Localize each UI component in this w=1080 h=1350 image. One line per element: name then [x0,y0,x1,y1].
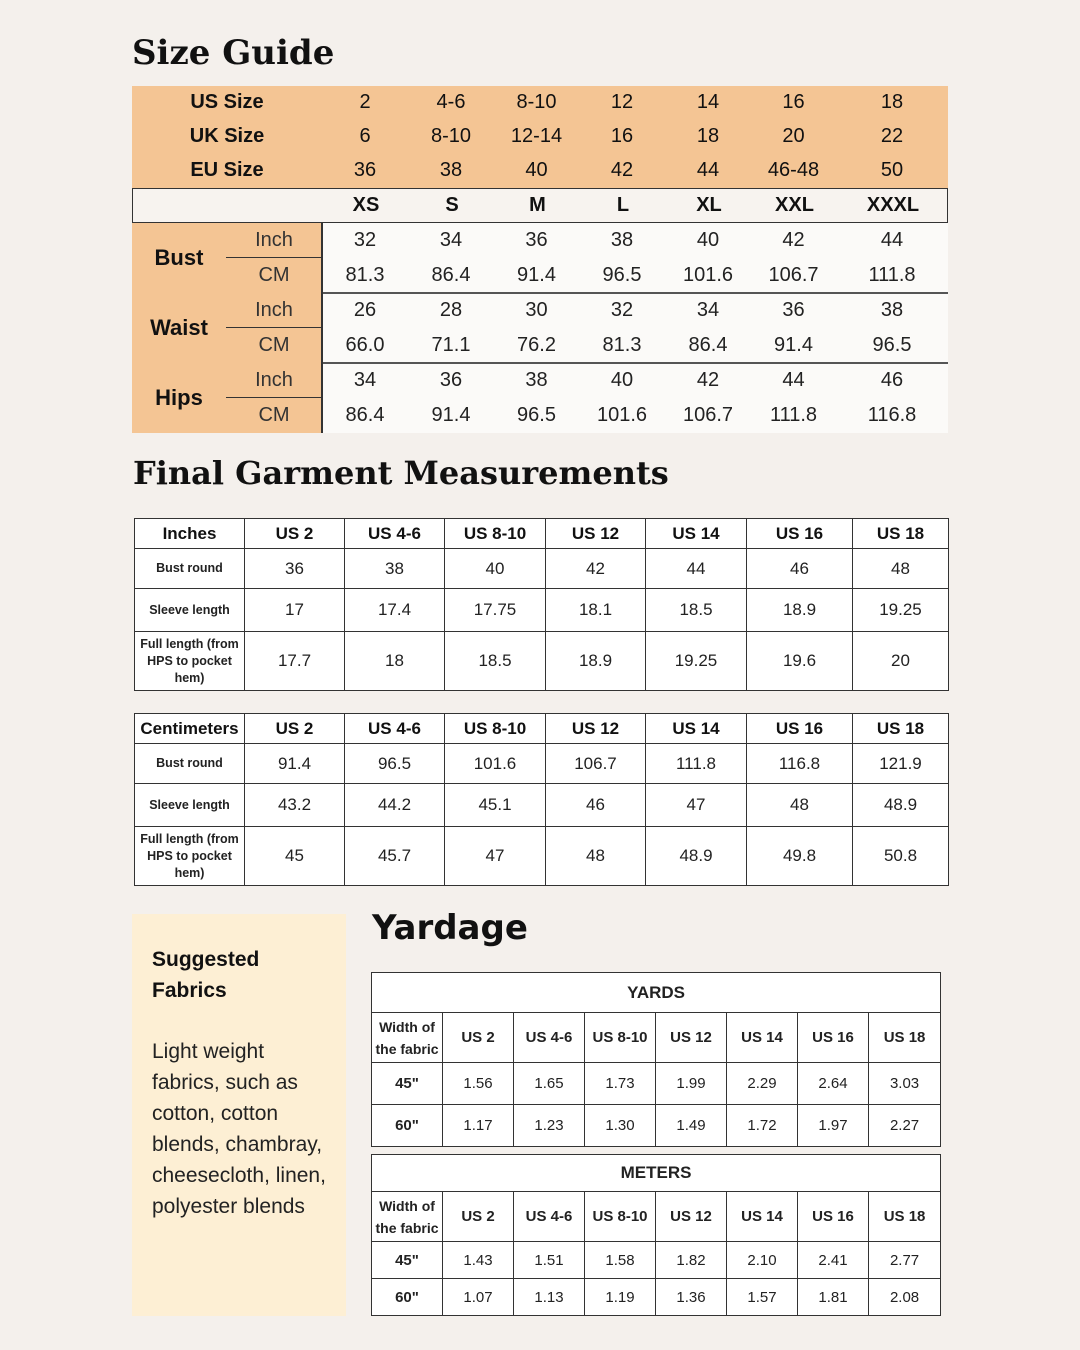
value-cell: 43.2 [245,784,345,827]
row-label: 45" [372,1242,443,1279]
value-cell: 34 [353,369,377,391]
value-cell: 81.3 [602,334,642,356]
value-cell: 36 [525,229,548,251]
header-cell: US 16 [798,1192,869,1242]
table-title-row [372,1155,941,1192]
value-cell: 42 [782,229,805,251]
value-cell: 18 [345,632,445,691]
value-cell: 1.65 [514,1063,585,1105]
row-label: Sleeve length [135,784,245,827]
header-cell: US 4-6 [345,519,445,549]
value-cell: 86.4 [345,404,385,426]
header-cell: US 12 [656,1013,727,1063]
value-cell: 45 [245,827,345,886]
size-cell: 8-10 [430,125,472,147]
value-cell: 45.1 [445,784,546,827]
value-cell: 1.07 [443,1279,514,1316]
row-label: 60" [372,1279,443,1316]
header-cell: US 8-10 [445,714,546,744]
value-cell: 1.17 [443,1105,514,1147]
uk-size-row [132,120,948,154]
fabrics-description: Light weight fabrics, such as cotton, cotton blends, chambray, cheesecloth, linen, polyester blends [152,1040,326,1218]
eu-size-row [132,154,948,188]
unit-label: CM [258,404,290,426]
inches-table [134,518,949,691]
letter-size: XS [352,194,380,216]
value-cell: 30 [525,299,548,321]
header-cell: US 16 [798,1013,869,1063]
value-cell: 101.6 [682,264,734,286]
row-label: Sleeve length [135,589,245,632]
size-cell: 40 [525,159,548,181]
centimeters-table [134,713,949,886]
header-cell: US 18 [853,519,949,549]
header-cell: Inches [135,519,245,549]
table-row [135,589,949,632]
value-cell: 34 [696,299,720,321]
value-cell: 18.9 [747,589,853,632]
table-header-row [372,1192,941,1242]
value-cell: 116.8 [867,404,917,426]
value-cell: 45.7 [345,827,445,886]
value-cell: 1.43 [443,1242,514,1279]
value-cell: 111.8 [868,264,916,286]
size-guide-title: Size Guide [132,33,335,73]
value-cell: 1.82 [656,1242,727,1279]
header-cell: US 4-6 [514,1192,585,1242]
header-cell: US 14 [646,519,747,549]
size-cell: 4-6 [436,91,466,113]
size-cell: 18 [880,91,904,113]
table-row [135,549,949,589]
header-cell: US 8-10 [585,1013,656,1063]
value-cell: 86.4 [431,264,471,286]
value-cell: 96.5 [872,334,912,356]
value-cell: 1.23 [514,1105,585,1147]
row-label: 45" [372,1063,443,1105]
header-cell: US 12 [546,519,646,549]
letter-size: XXXL [866,194,920,216]
size-cell: 50 [880,159,904,181]
size-cell: 42 [610,159,634,181]
header-cell: US 14 [727,1013,798,1063]
waist-group [132,293,948,363]
value-cell: 34 [439,229,463,251]
table-row [372,1063,941,1105]
table-title-row [372,973,941,1013]
size-cell: 12-14 [510,125,563,147]
header-cell: Width of the fabric [372,1192,443,1242]
header-cell: US 8-10 [445,519,546,549]
suggested-fabrics-card [132,914,346,1316]
size-cell: 22 [880,125,904,147]
size-cell: 16 [610,125,634,147]
value-cell: 49.8 [747,827,853,886]
letter-size: XXL [775,194,814,216]
size-cell: 18 [696,125,720,147]
value-cell: 17.4 [345,589,445,632]
value-cell: 66.0 [345,334,385,356]
value-cell: 1.58 [585,1242,656,1279]
value-cell: 91.4 [431,404,471,426]
value-cell: 36 [245,549,345,589]
value-cell: 2.27 [869,1105,941,1147]
value-cell: 50.8 [853,827,949,886]
unit-label: CM [258,334,290,356]
value-cell: 42 [546,549,646,589]
table-row [135,744,949,784]
value-cell: 1.81 [798,1279,869,1316]
header-cell: US 4-6 [345,714,445,744]
value-cell: 106.7 [682,404,734,426]
value-cell: 91.4 [517,264,556,286]
value-cell: 101.6 [596,404,648,426]
value-cell: 1.97 [798,1105,869,1147]
size-cell: 36 [353,159,377,181]
value-cell: 48.9 [646,827,747,886]
unit-label: CM [258,264,290,286]
value-cell: 1.56 [443,1063,514,1105]
value-cell: 40 [696,229,720,251]
size-cell: 16 [782,91,805,113]
value-cell: 19.25 [646,632,747,691]
size-cell: 46-48 [767,159,820,181]
value-cell: 91.4 [774,334,813,356]
size-cell: 38 [439,159,463,181]
value-cell: 18.5 [445,632,546,691]
value-cell: 46 [747,549,853,589]
header-cell: US 8-10 [585,1192,656,1242]
value-cell: 1.36 [656,1279,727,1316]
value-cell: 40 [445,549,546,589]
row-label: 60" [372,1105,443,1147]
value-cell: 1.73 [585,1063,656,1105]
value-cell: 32 [610,299,634,321]
value-cell: 28 [439,299,463,321]
value-cell: 101.6 [445,744,546,784]
yards-table [371,972,941,1147]
value-cell: 44.2 [345,784,445,827]
row-label: Bust round [135,744,245,784]
header-cell: US 16 [747,519,853,549]
header-cell: US 18 [869,1013,941,1063]
value-cell: 38 [345,549,445,589]
value-cell: 2.10 [727,1242,798,1279]
row-label: EU Size [190,159,264,181]
table-row [372,1242,941,1279]
size-cell: 8-10 [516,91,557,113]
header-cell: US 2 [245,519,345,549]
table-header-row [372,1013,941,1063]
letter-size: XL [696,194,722,216]
value-cell: 2.77 [869,1242,941,1279]
letter-size-row [132,188,948,223]
size-cell: 14 [696,91,720,113]
size-cell: 2 [359,91,371,113]
header-cell: US 12 [546,714,646,744]
value-cell: 1.72 [727,1105,798,1147]
value-cell: 2.08 [869,1279,941,1316]
final-measurements-title: Final Garment Measurements [133,454,669,492]
unit-label: Inch [255,229,293,251]
table-row [135,632,949,691]
value-cell: 44 [880,229,904,251]
value-cell: 91.4 [245,744,345,784]
value-cell: 1.99 [656,1063,727,1105]
size-conversion-header [132,86,948,188]
meters-table [371,1154,941,1316]
table-row [372,1105,941,1147]
size-cell: 20 [782,125,805,147]
value-cell: 18.5 [646,589,747,632]
value-cell: 38 [880,299,904,321]
value-cell: 1.49 [656,1105,727,1147]
value-cell: 47 [646,784,747,827]
value-cell: 18.9 [546,632,646,691]
value-cell: 1.13 [514,1279,585,1316]
value-cell: 2.41 [798,1242,869,1279]
letter-size: M [529,194,546,216]
header-cell: US 4-6 [514,1013,585,1063]
value-cell: 121.9 [853,744,949,784]
value-cell: 96.5 [602,264,642,286]
measurement-name: Bust [154,245,204,270]
table-title: METERS [372,1155,941,1192]
fabrics-title: Suggested Fabrics [152,948,260,1002]
value-cell: 38 [610,229,634,251]
header-cell: US 2 [245,714,345,744]
value-cell: 17.7 [245,632,345,691]
body-measurements [132,223,948,433]
measurement-name: Hips [155,385,203,410]
table-title: YARDS [372,973,941,1013]
value-cell: 111.8 [646,744,747,784]
value-cell: 71.1 [431,334,471,356]
value-cell: 96.5 [345,744,445,784]
yardage-title: Yardage [372,908,528,948]
row-label: Full length (from HPS to pocket hem) [135,632,245,691]
value-cell: 44 [782,369,805,391]
value-cell: 18.1 [546,589,646,632]
value-cell: 26 [353,299,377,321]
table-row [372,1279,941,1316]
bust-group [132,223,948,293]
value-cell: 40 [610,369,634,391]
header-cell: US 18 [853,714,949,744]
value-cell: 106.7 [768,264,819,286]
value-cell: 48 [853,549,949,589]
size-cell: 44 [696,159,720,181]
value-cell: 2.29 [727,1063,798,1105]
letter-size: S [445,194,459,216]
value-cell: 38 [525,369,548,391]
size-cell: 6 [359,125,371,147]
table-header-row [135,519,949,549]
value-cell: 96.5 [517,404,556,426]
unit-label: Inch [255,299,293,321]
value-cell: 81.3 [345,264,385,286]
row-label: UK Size [189,125,265,147]
value-cell: 1.57 [727,1279,798,1316]
row-label: US Size [190,91,264,113]
value-cell: 32 [353,229,377,251]
table-row [135,827,949,886]
header-cell: Width of the fabric [372,1013,443,1063]
value-cell: 1.51 [514,1242,585,1279]
value-cell: 1.30 [585,1105,656,1147]
us-size-row [132,86,948,120]
letter-size: L [616,194,630,216]
value-cell: 36 [782,299,805,321]
value-cell: 2.64 [798,1063,869,1105]
header-cell: US 12 [656,1192,727,1242]
table-row [135,784,949,827]
unit-label: Inch [255,369,293,391]
header-cell: US 14 [727,1192,798,1242]
header-cell: US 16 [747,714,853,744]
value-cell: 36 [439,369,463,391]
table-header-row [135,714,949,744]
value-cell: 76.2 [517,334,556,356]
value-cell: 17.75 [445,589,546,632]
measurement-name: Waist [150,315,208,340]
row-label: Full length (from HPS to pocket hem) [135,827,245,886]
value-cell: 106.7 [546,744,646,784]
value-cell: 20 [853,632,949,691]
value-cell: 48.9 [853,784,949,827]
value-cell: 46 [880,369,904,391]
header-cell: Centimeters [135,714,245,744]
header-cell: US 14 [646,714,747,744]
row-label: Bust round [135,549,245,589]
size-cell: 12 [610,91,634,113]
value-cell: 48 [546,827,646,886]
header-cell: US 2 [443,1192,514,1242]
value-cell: 48 [747,784,853,827]
value-cell: 46 [546,784,646,827]
column-divider [321,223,323,433]
header-cell: US 2 [443,1013,514,1063]
value-cell: 116.8 [747,744,853,784]
value-cell: 19.25 [853,589,949,632]
hips-group [132,363,948,433]
value-cell: 19.6 [747,632,853,691]
value-cell: 1.19 [585,1279,656,1316]
value-cell: 44 [646,549,747,589]
value-cell: 47 [445,827,546,886]
value-cell: 86.4 [688,334,728,356]
value-cell: 17 [245,589,345,632]
value-cell: 3.03 [869,1063,941,1105]
header-cell: US 18 [869,1192,941,1242]
value-cell: 111.8 [769,404,818,426]
value-cell: 42 [696,369,720,391]
